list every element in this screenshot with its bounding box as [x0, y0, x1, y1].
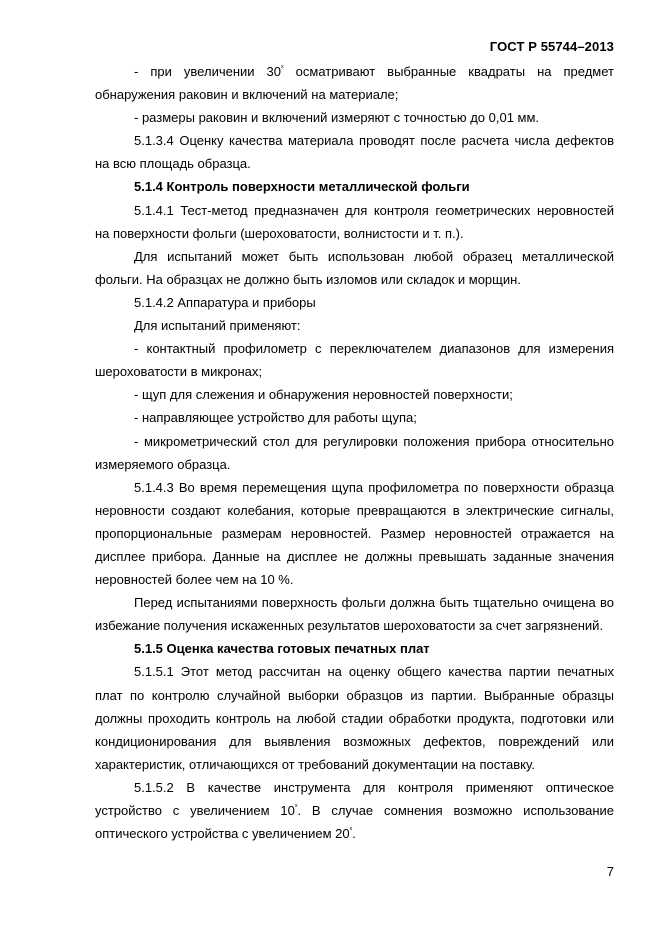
list-item: - направляющее устройство для работы щупа;	[134, 410, 417, 426]
paragraph: Перед испытаниями поверхность фольги должна быть тщательно очищена во избежание получения искаженных результатов шероховатости за счет загрязнений.	[95, 595, 614, 634]
paragraph: Для испытаний может быть использован любой образец металлической фольги. На образцах не должно быть изломов или складок и морщин.	[95, 248, 614, 287]
document-body	[95, 60, 614, 845]
list-item: - при увеличении $30^ˣ$ осматривают выбранные квадраты на предмет обнаружения раковин и включений на материале;	[95, 63, 614, 103]
paragraph: 5.1.4.3 Во время перемещения щупа профилометра по поверхности образца неровности создают колебания, которые превращаются в электрические сигналы, пропорциональные размерам неровностей. Размер неровностей отражается на дисплее прибора. Данные на дисплее не должны превышать заданные значения неровностей более чем на 10 %.	[95, 479, 614, 588]
paragraph: 5.1.5.2 В качестве инструмента для контроля применяют оптическое устройство с увеличением $10^ˣ$. В случае сомнения возможно использование оптического устройства с увеличением $20^ˣ$.	[95, 779, 614, 842]
list-item: - щуп для слежения и обнаружения неровностей поверхности;	[134, 387, 513, 403]
paragraph: 5.1.5.1 Этот метод рассчитан на оценку общего качества партии печатных плат по контролю случайной выборки образцов из партии. Выбранные образцы должны проходить контроль на любой стадии обработки продукта, подготовки или кондиционирования для выявления возможных дефектов, повреждений или характеристик, отличающихся от требований документации на поставку.	[95, 664, 614, 772]
standard-header: ГОСТ Р 55744–2013	[489, 39, 614, 54]
magnification-superscript: ˣ	[349, 825, 353, 835]
magnification-superscript: ˣ	[294, 802, 298, 811]
page-number: 7	[606, 864, 614, 879]
list-item: - контактный профилометр с переключателем диапазонов для измерения шероховатости в микронах;	[95, 341, 614, 380]
list-item: - микрометрический стол для регулировки положения прибора относительно измеряемого образца.	[95, 433, 614, 472]
magnification-superscript: ˣ	[281, 63, 284, 72]
paragraph: Для испытаний применяют:	[134, 318, 301, 334]
section-heading: 5.1.5 Оценка качества готовых печатных плат	[134, 641, 430, 657]
paragraph: 5.1.4.1 Тест-метод предназначен для контроля геометрических неровностей на поверхности фольги (шероховатости, волнистости и т. п.).	[95, 202, 614, 241]
subsection-title: 5.1.4.2 Аппаратура и приборы	[134, 294, 316, 310]
list-item: - размеры раковин и включений измеряют с точностью до 0,01 мм.	[134, 110, 540, 126]
section-heading: 5.1.4 Контроль поверхности металлической фольги	[134, 179, 470, 195]
paragraph: 5.1.3.4 Оценку качества материала проводят после расчета числа дефектов на всю площадь образца.	[95, 133, 614, 172]
